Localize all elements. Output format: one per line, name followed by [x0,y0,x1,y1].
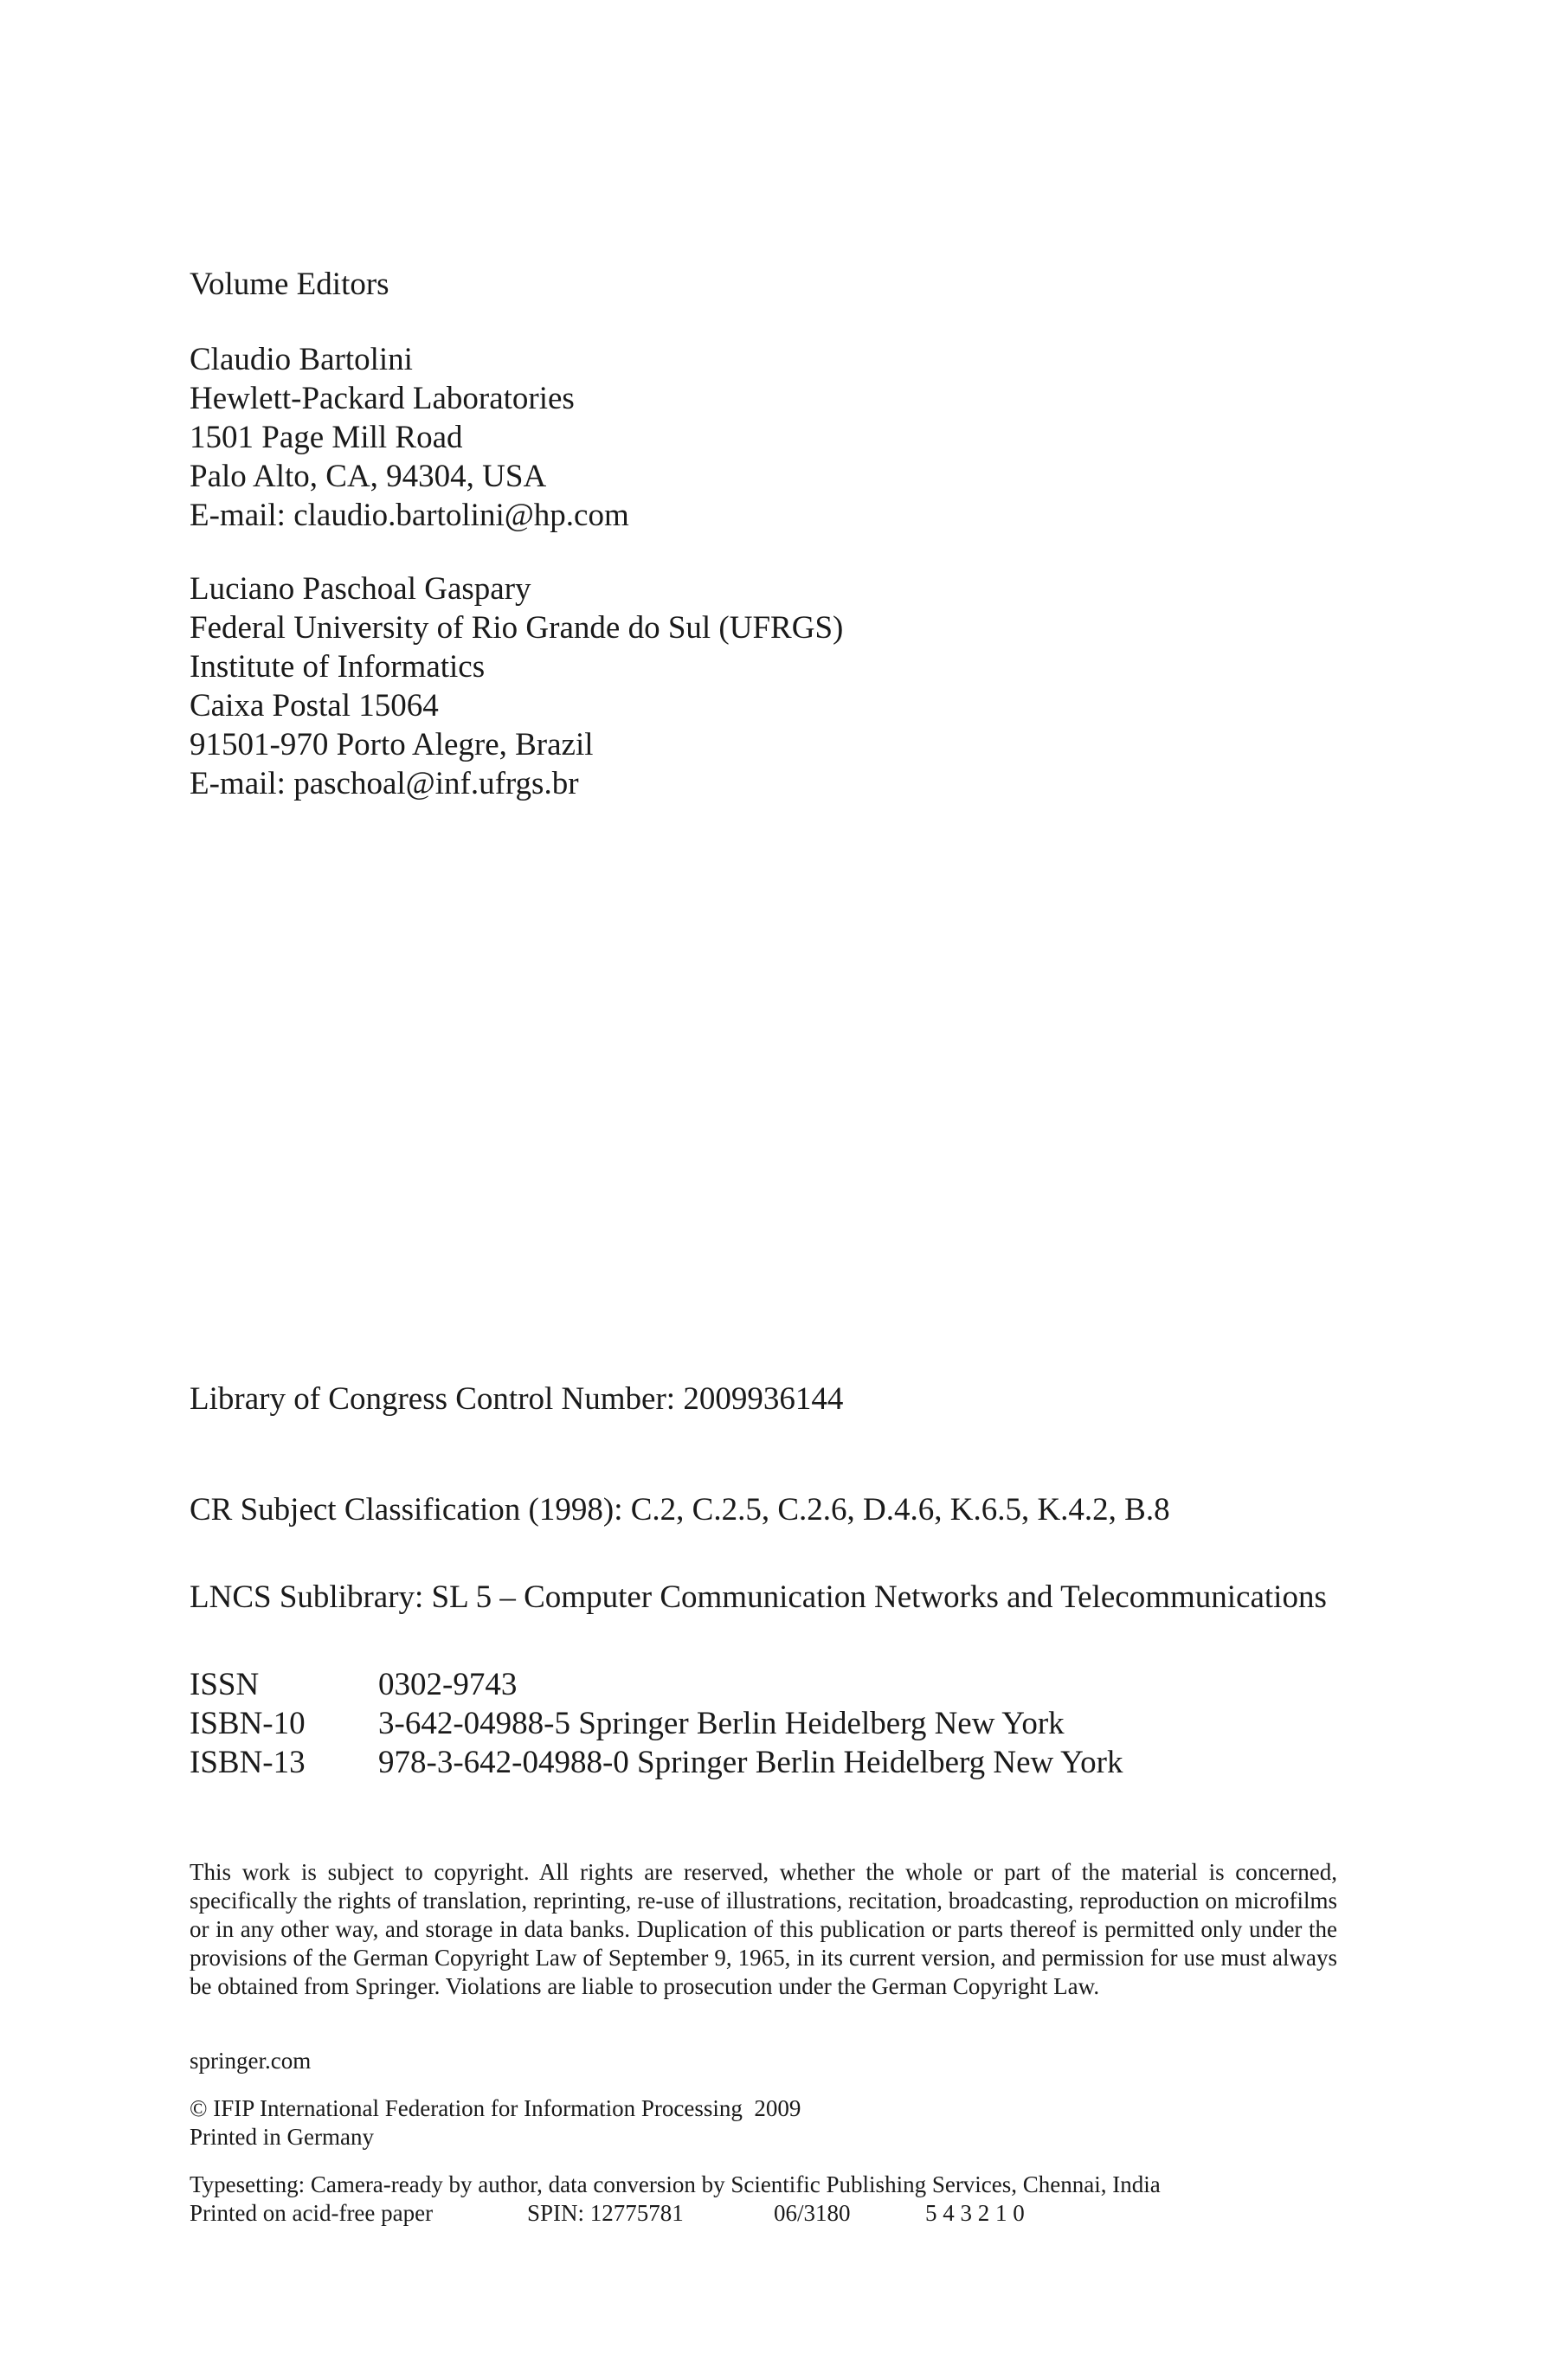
identifier-value: 0302-9743 [378,1667,518,1702]
copyright-holder [190,2094,801,2152]
editor-affiliation: Hewlett-Packard Laboratories [190,381,575,416]
cr-subject-classification: CR Subject Classification (1998): C.2, C.2.5, C.2.6, D.4.6, K.6.5, K.4.2, B.8 [190,1492,1170,1528]
spin-number: SPIN: 12775781 [527,2200,684,2226]
copyright-line: © IFIP International Federation for Information Processing 2009 [190,2095,801,2121]
volume-editors-heading: Volume Editors [190,267,389,302]
identifier-row [190,1743,1123,1782]
paper-note: Printed on acid-free paper [190,2200,434,2226]
editor-email: E-mail: paschoal@inf.ufrgs.br [190,766,579,801]
identifier-label: ISBN-13 [190,1745,306,1780]
print-code: 06/3180 [774,2200,851,2226]
editor-city: Palo Alto, CA, 94304, USA [190,459,547,494]
editor-name: Luciano Paschoal Gaspary [190,571,531,607]
identifier-value: 978-3-642-04988-0 Springer Berlin Heidelberg New York [378,1745,1123,1780]
identifier-value: 3-642-04988-5 Springer Berlin Heidelberg New York [378,1706,1065,1741]
editor-department: Institute of Informatics [190,649,486,685]
typesetting-block [190,2171,1161,2228]
editor-street: 1501 Page Mill Road [190,420,463,455]
editor-name: Claudio Bartolini [190,342,413,377]
identifier-label: ISBN-10 [190,1706,306,1741]
publisher-website: springer.com [190,2048,312,2074]
editor-email: E-mail: claudio.bartolini@hp.com [190,498,629,533]
imprint-row [190,2199,1161,2228]
editor-city: 91501-970 Porto Alegre, Brazil [190,727,594,762]
lccn-line: Library of Congress Control Number: 2009936144 [190,1381,844,1417]
editor-address-block [190,340,629,535]
identifier-table [190,1665,1123,1782]
copyright-notice: This work is subject to copyright. All rights are reserved, whether the whole or part of the material is concerned, specifically the rights of translation, reprinting, re-use of illustrations, recitation, broadcasting, reproduction on microfilms or in any other way, and storage in data banks. Duplication of this publication or parts thereof is permitted only under the provisions of the German Copyright Law of September 9, 1965, in its current version, and permission for use must always be obtained from Springer. Violations are liable to prosecution under the German Copyright Law. [190,1859,1337,1999]
editor-address-block [190,569,843,803]
print-line: 5 4 3 2 1 0 [925,2200,1025,2226]
printed-in-line: Printed in Germany [190,2124,374,2150]
lncs-sublibrary: LNCS Sublibrary: SL 5 – Computer Communication Networks and Telecommunications [190,1579,1327,1615]
typesetting-line: Typesetting: Camera-ready by author, data conversion by Scientific Publishing Services, Chennai, India [190,2171,1161,2197]
editor-affiliation: Federal University of Rio Grande do Sul (UFRGS) [190,610,844,646]
identifier-row [190,1704,1123,1743]
identifier-label: ISSN [190,1667,260,1702]
identifier-row [190,1665,1123,1704]
editor-postal-box: Caixa Postal 15064 [190,688,439,724]
